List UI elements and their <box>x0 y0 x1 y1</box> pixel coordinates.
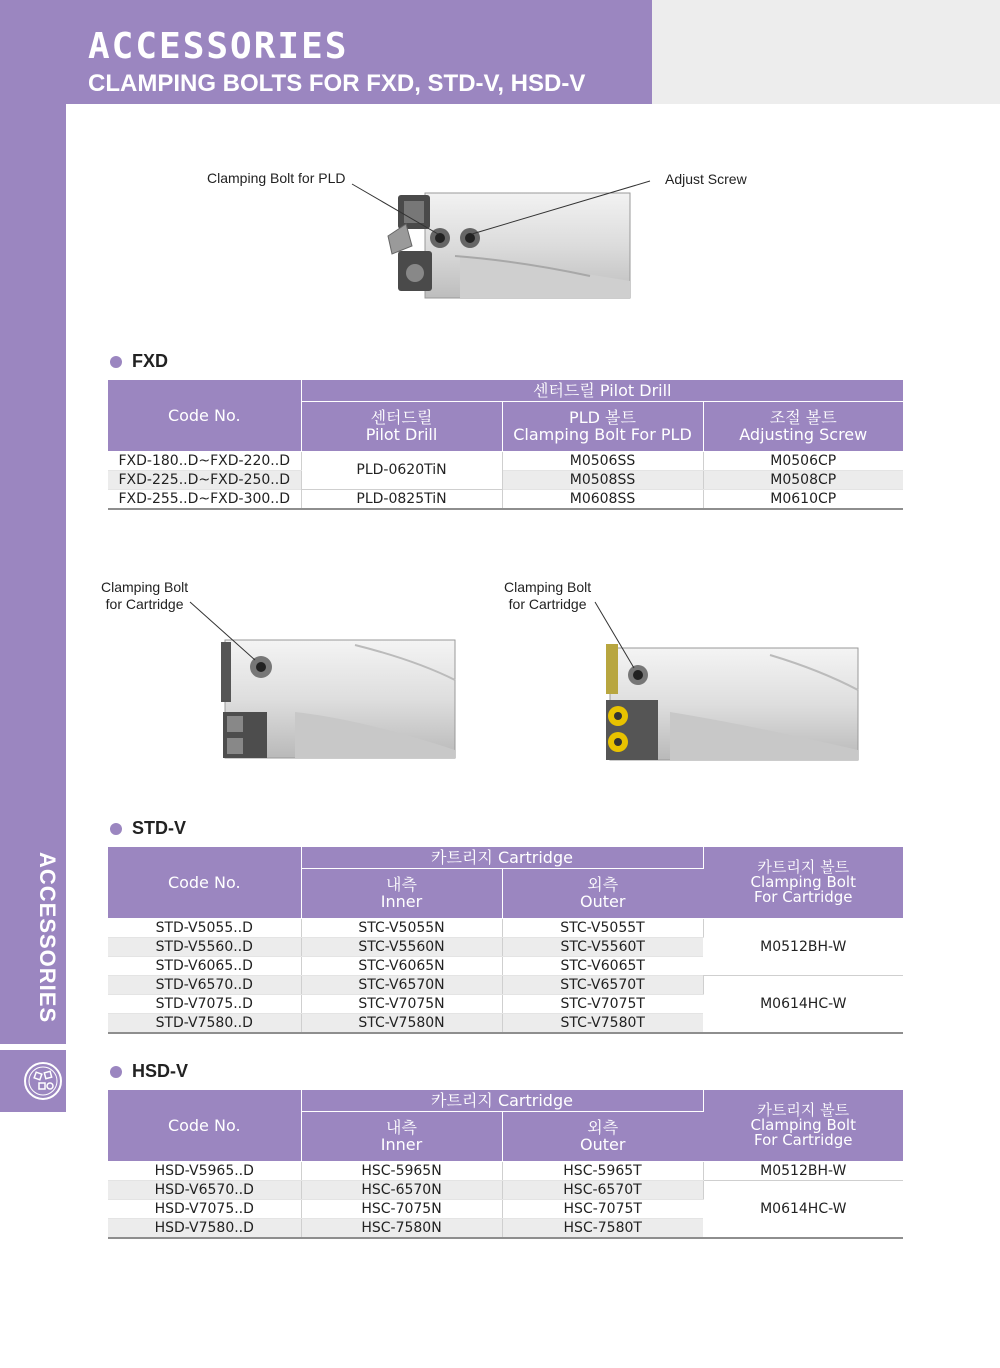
header-pilot-drill: 센터드릴 Pilot Drill <box>301 401 502 451</box>
std-v-table <box>108 847 903 1034</box>
bullet-icon <box>110 1066 122 1078</box>
header-cartridge-group: 카트리지 Cartridge <box>301 847 703 868</box>
table-row: STD-V7075..D STC-V7075N STC-V7075T <box>108 994 903 1013</box>
header-code-no: Code No. <box>108 380 301 451</box>
section-heading-fxd <box>110 351 168 372</box>
table-row: STD-V6570..D STC-V6570N STC-V6570T M0614HC-W <box>108 975 903 994</box>
header-outer: 외측 Outer <box>502 1111 703 1161</box>
table-row: STD-V5560..D STC-V5560N STC-V5560T <box>108 937 903 956</box>
section-heading-hsd-v <box>110 1061 188 1082</box>
table-row: HSD-V5965..D HSC-5965N HSC-5965T M0512BH-W <box>108 1161 903 1180</box>
cartridge-bolt-value: M0512BH-W <box>703 918 903 975</box>
table-row: FXD-180..D~FXD-220..D PLD-0620TiN M0506SS M0506CP <box>108 451 903 470</box>
header-pilot-drill-group: 센터드릴 Pilot Drill <box>301 380 903 401</box>
table-row: FXD-255..D~FXD-300..D PLD-0825TiN M0608SS M0610CP <box>108 489 903 509</box>
page-title: ACCESSORIES <box>88 26 349 67</box>
table-row: FXD-225..D~FXD-250..D M0508SS M0508CP <box>108 470 903 489</box>
section-title: FXD <box>132 351 168 371</box>
table-row: STD-V6065..D STC-V6065N STC-V6065T <box>108 956 903 975</box>
table-row: STD-V5055..D STC-V5055N STC-V5055T M0512BH-W <box>108 918 903 937</box>
fxd-drill-illustration <box>340 176 660 306</box>
hsd-v-drill-illustration <box>590 600 865 765</box>
page-subtitle: CLAMPING BOLTS FOR FXD, STD-V, HSD-V <box>88 70 586 97</box>
pilot-drill-value: PLD-0620TiN <box>301 451 502 489</box>
header-inner: 내측 Inner <box>301 1111 502 1161</box>
std-v-drill-illustration <box>185 600 465 765</box>
header-cartridge-bolt: 카트리지 볼트 Clamping Bolt For Cartridge <box>703 1090 903 1161</box>
header-cartridge-group: 카트리지 Cartridge <box>301 1090 703 1111</box>
bullet-icon <box>110 823 122 835</box>
table-row: HSD-V6570..D HSC-6570N HSC-6570T M0614HC-W <box>108 1180 903 1199</box>
section-title: STD-V <box>132 818 186 838</box>
section-heading-std-v <box>110 818 186 839</box>
header-pld-bolt: PLD 볼트 Clamping Bolt For PLD <box>502 401 703 451</box>
section-title: HSD-V <box>132 1061 189 1081</box>
callout-cartridge-bolt-right: Clamping Bolt for Cartridge <box>504 579 592 612</box>
header-code-no: Code No. <box>108 847 301 918</box>
bullet-icon <box>110 356 122 368</box>
callout-adjust-screw: Adjust Screw <box>665 171 747 187</box>
header-outer: 외측 Outer <box>502 868 703 918</box>
hsd-v-table <box>108 1090 903 1239</box>
header-inner: 내측 Inner <box>301 868 502 918</box>
cartridge-bolt-value: M0512BH-W <box>703 1161 903 1180</box>
table-row: HSD-V7075..D HSC-7075N HSC-7075T <box>108 1199 903 1218</box>
cartridge-bolt-value: M0614HC-W <box>703 1180 903 1238</box>
cartridge-bolt-value: M0614HC-W <box>703 975 903 1033</box>
callout-clamping-bolt-pld: Clamping Bolt for PLD <box>207 170 346 186</box>
logo-badge <box>0 1050 66 1112</box>
table-row: HSD-V7580..D HSC-7580N HSC-7580T <box>108 1218 903 1238</box>
header-code-no: Code No. <box>108 1090 301 1161</box>
pilot-drill-value: PLD-0825TiN <box>301 489 502 509</box>
header-adjusting-screw: 조절 볼트 Adjusting Screw <box>703 401 903 451</box>
table-row: STD-V7580..D STC-V7580N STC-V7580T <box>108 1013 903 1033</box>
sidebar-label: ACCESSORIES <box>35 852 60 1024</box>
callout-cartridge-bolt-left: Clamping Bolt for Cartridge <box>101 579 189 612</box>
logo-icon <box>0 1050 66 1112</box>
header-panel <box>652 0 1000 104</box>
header-cartridge-bolt: 카트리지 볼트 Clamping Bolt For Cartridge <box>703 847 903 918</box>
fxd-table <box>108 380 903 510</box>
